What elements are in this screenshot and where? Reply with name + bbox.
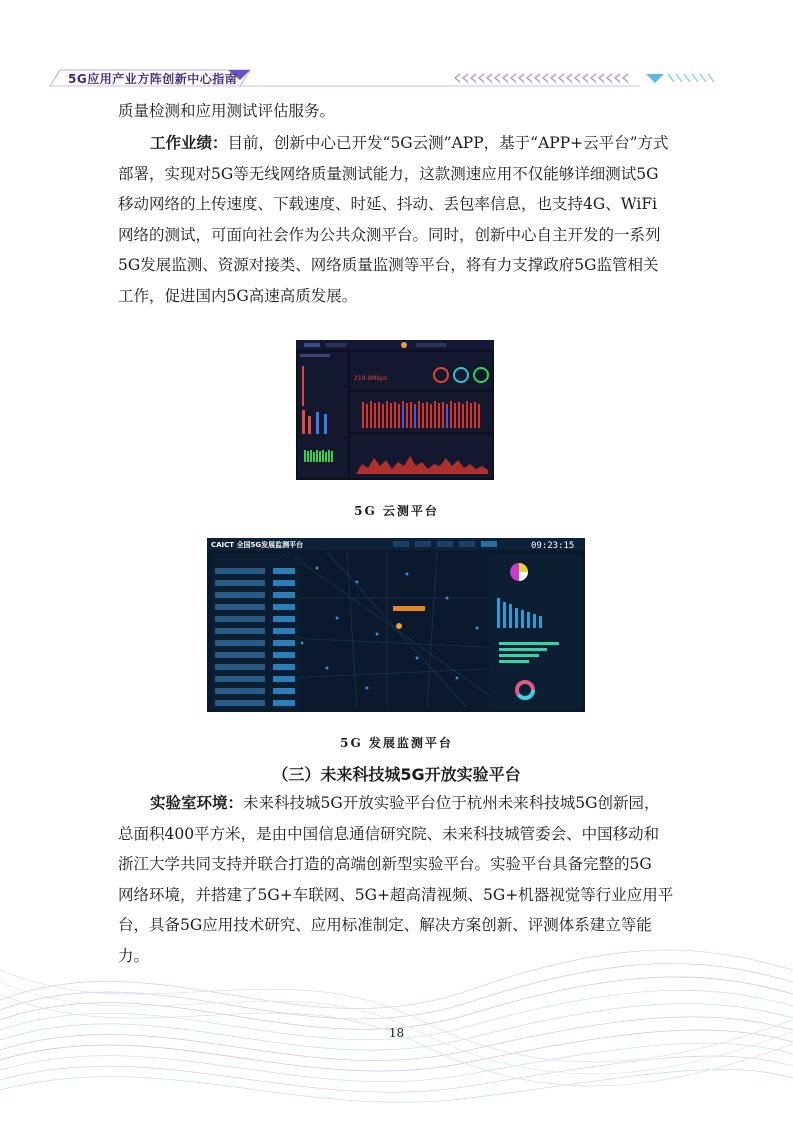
- speed-readout: 219.9Mbps: [354, 375, 388, 382]
- dashboard-clock: 09:23:15: [531, 541, 575, 551]
- paragraph-line: 5G发展监测、资源对接类、网络质量监测等平台，将有力支撑政府5G监管相关: [118, 256, 659, 274]
- paragraph-line: 工作，促进国内5G高速高质发展。: [118, 286, 358, 305]
- page-number: 18: [388, 1026, 405, 1040]
- paragraph-achievements: [118, 128, 678, 311]
- paragraph-line-text: 未来科技城5G开放实验平台位于杭州未来科技城5G创新园，: [243, 794, 660, 812]
- paragraph-line: 网络的测试，可面向社会作为公共众测平台。同时，创新中心自主开发的一系列: [118, 225, 661, 244]
- lab-environment-lead: 实验室环境：: [150, 793, 244, 812]
- figure-monitoring-dashboard: [207, 538, 585, 712]
- header-title: 5G应用产业方阵创新中心指南: [68, 72, 238, 86]
- paragraph-line: 总面积400平方米，是由中国信息通信研究院、未来科技城管委会、中国移动和: [118, 824, 660, 843]
- paragraph-line-text: 目前，创新中心已开发“5G云测”APP，基于“APP+云平台”方式: [227, 134, 669, 152]
- figure-caption-cloud-test: 5G 云测平台: [354, 504, 439, 518]
- monitoring-dashboard-screenshot: [207, 538, 585, 712]
- page-header: [0, 66, 793, 92]
- dashboard-banner: CAICT 全国5G发展监测平台: [211, 541, 304, 549]
- figure-cloud-test-dashboard: [296, 340, 494, 480]
- paragraph-line: 质量检测和应用测试评估服务。: [118, 102, 336, 120]
- paragraph-line: 台，具备5G应用技术研究、应用标准制定、解决方案创新、评测体系建立等能: [118, 916, 652, 934]
- paragraph-line: 移动网络的上传速度、下载速度、时延、抖动、丢包率信息，也支持4G、WiFi: [118, 195, 658, 213]
- paragraph-line-first: [118, 788, 678, 819]
- figure-caption-monitoring: 5G 发展监测平台: [340, 736, 453, 750]
- paragraph-line: 浙江大学共同支持并联合打造的高端创新型实验平台。实验平台具备完整的5G: [118, 855, 652, 873]
- paragraph-intro: [118, 96, 678, 127]
- paragraph-line: 力。: [118, 946, 150, 965]
- cloud-test-dashboard-screenshot: [296, 340, 494, 480]
- paragraph-line: 网络环境，并搭建了5G+车联网、5G+超高清视频、5G+机器视觉等行业应用平: [118, 885, 674, 904]
- section-heading: （三）未来科技城5G开放实验平台: [272, 765, 521, 784]
- achievements-lead: 工作业绩：: [150, 133, 228, 152]
- paragraph-line: 部署，实现对5G等无线网络质量测试能力，这款测速应用不仅能够详细测试5G: [118, 164, 659, 183]
- paragraph-line-first: [118, 128, 678, 159]
